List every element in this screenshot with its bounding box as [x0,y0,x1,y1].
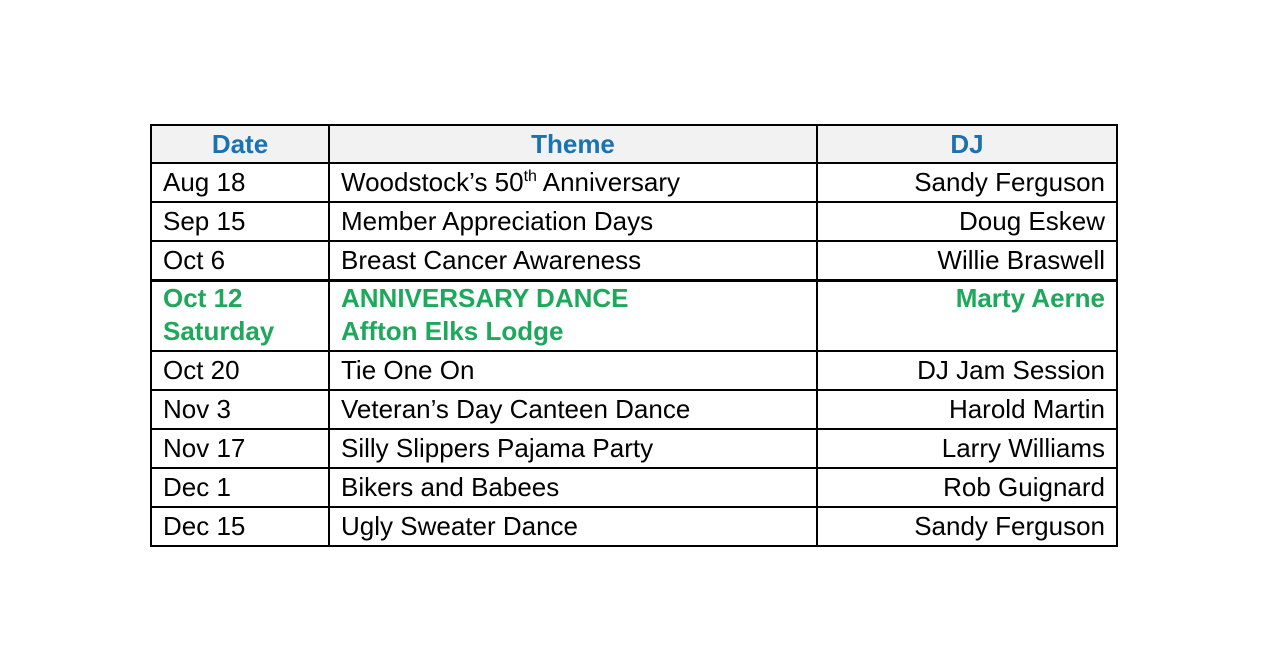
dj-cell: Larry Williams [817,429,1117,468]
dj-cell: Sandy Ferguson [817,163,1117,202]
dj-cell: Doug Eskew [817,202,1117,241]
header-row [151,125,1117,163]
table-row [151,507,1117,546]
table-row [151,429,1117,468]
header-date: Date [151,125,329,163]
table-row [151,390,1117,429]
theme-text-suffix: Anniversary [536,167,681,197]
theme-cell [329,163,817,202]
date-cell: Dec 1 [151,468,329,507]
date-cell: Oct 20 [151,351,329,390]
date-line: Oct 12 [163,282,243,313]
day-line: Saturday [163,315,275,346]
dj-cell: Sandy Ferguson [817,507,1117,546]
dj-cell: Willie Braswell [817,241,1117,280]
table-header [151,125,1117,163]
ordinal-suffix: th [523,168,537,185]
theme-cell: Member Appreciation Days [329,202,817,241]
date-cell: Aug 18 [151,163,329,202]
dj-cell: Harold Martin [817,390,1117,429]
header-theme: Theme [329,125,817,163]
table-row [151,241,1117,280]
dance-schedule-table [150,124,1118,547]
theme-cell: Breast Cancer Awareness [329,241,817,280]
dj-cell: Marty Aerne [817,280,1117,351]
event-title: ANNIVERSARY DANCE [341,282,629,313]
date-cell: Nov 3 [151,390,329,429]
header-dj: DJ [817,125,1117,163]
featured-row [151,280,1117,351]
dj-cell: DJ Jam Session [817,351,1117,390]
theme-cell: Tie One On [329,351,817,390]
theme-cell: Silly Slippers Pajama Party [329,429,817,468]
table-body [151,163,1117,546]
date-cell: Nov 17 [151,429,329,468]
date-cell: Sep 15 [151,202,329,241]
theme-cell: Veteran’s Day Canteen Dance [329,390,817,429]
table-row [151,163,1117,202]
theme-cell: Ugly Sweater Dance [329,507,817,546]
date-cell: Dec 15 [151,507,329,546]
theme-text: Woodstock’s 50 [341,167,524,197]
table-row [151,202,1117,241]
dj-cell: Rob Guignard [817,468,1117,507]
event-venue: Affton Elks Lodge [341,315,564,346]
table-row [151,468,1117,507]
theme-cell [329,280,817,351]
date-cell [151,280,329,351]
theme-cell: Bikers and Babees [329,468,817,507]
date-cell: Oct 6 [151,241,329,280]
table-row [151,351,1117,390]
